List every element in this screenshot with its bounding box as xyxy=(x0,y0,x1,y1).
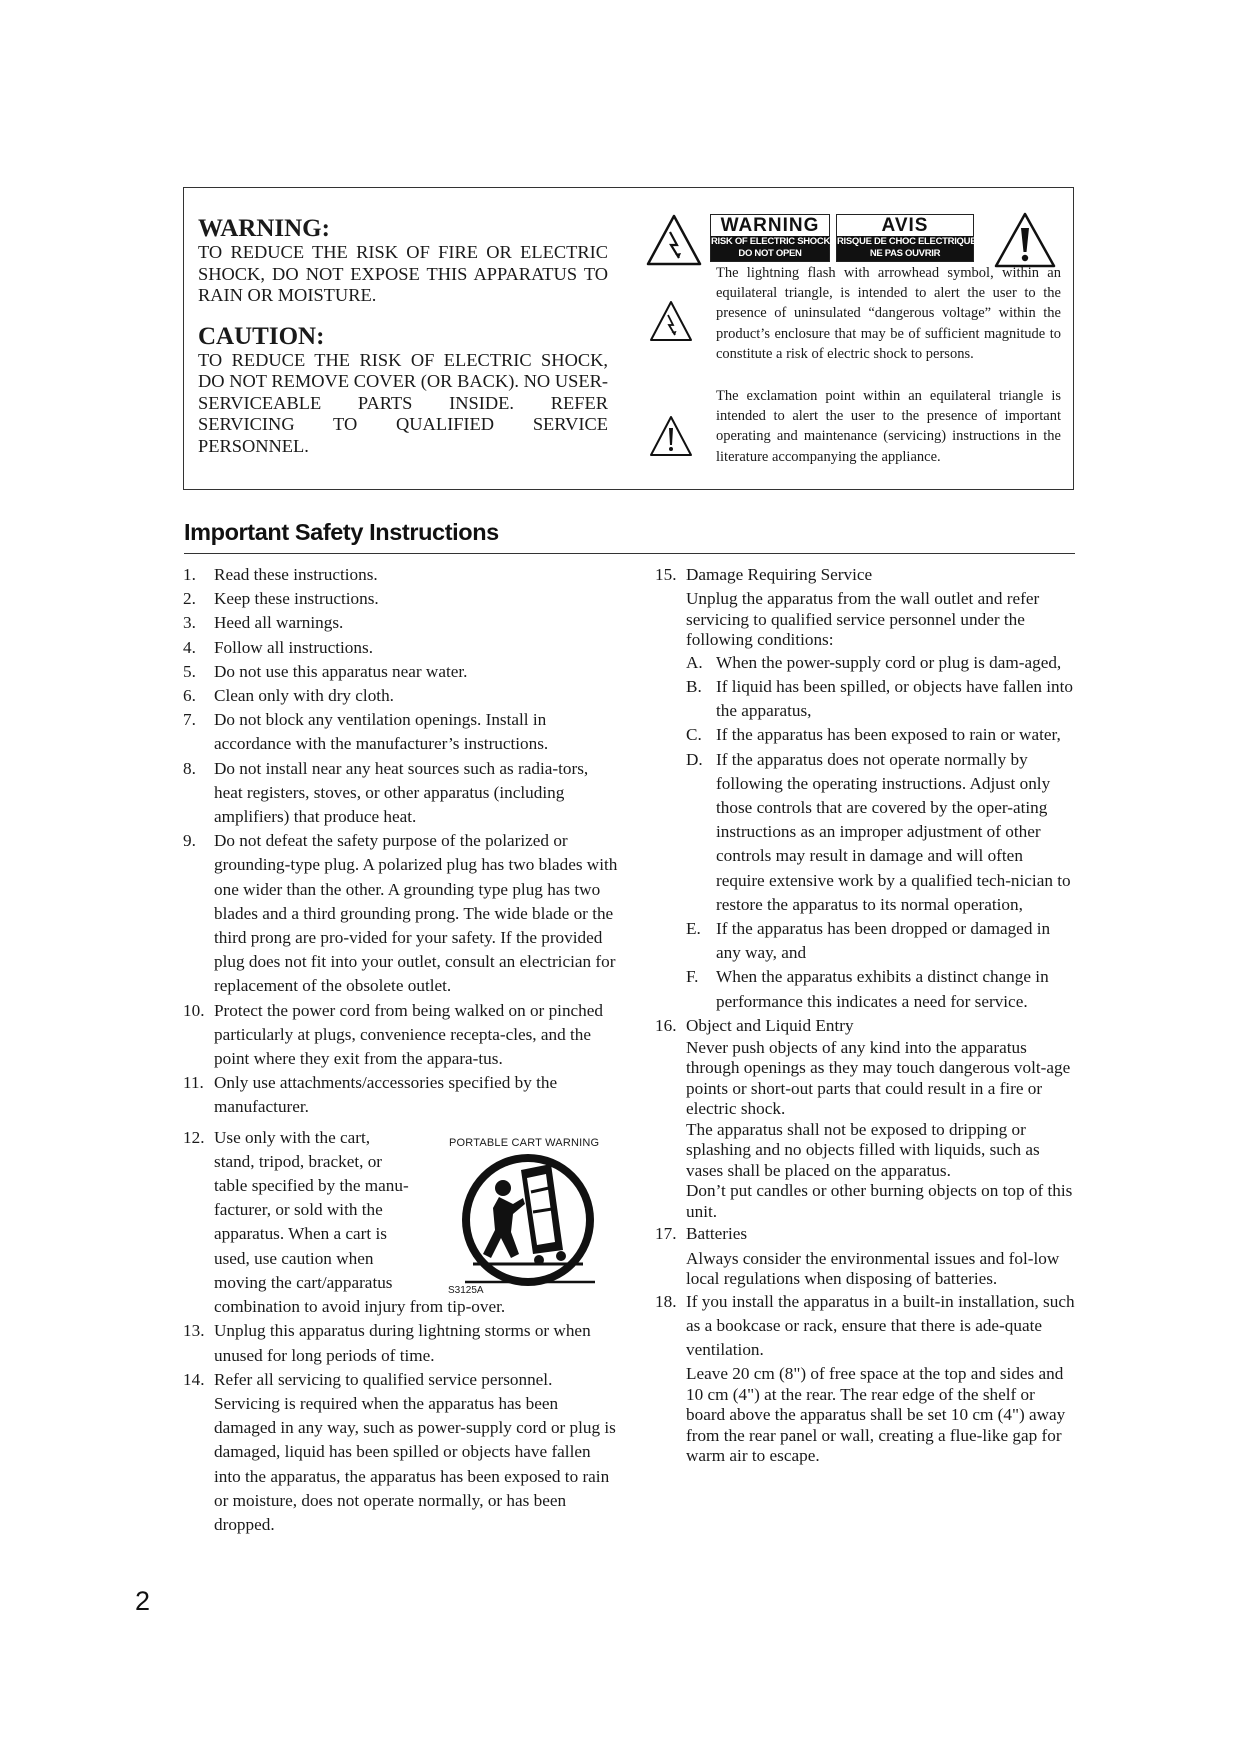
item-number: 15. xyxy=(655,565,677,584)
symbol-explanations xyxy=(646,210,1066,480)
caution-text: TO REDUCE THE RISK OF ELECTRIC SHOCK, DO NOT REMOVE COVER (OR BACK). NO USER-SERVICEABLE PARTS INSIDE. REFER SERVICING TO QUALIFIED SERVICE PERSONNEL. xyxy=(198,349,608,456)
list-item xyxy=(183,757,618,830)
warning-heading: WARNING: xyxy=(198,215,330,242)
item-text: Protect the power cord from being walked on or pinched particularly at plugs, convenience recepta-cles, and the point where they exit from the appara-tus. xyxy=(214,1000,603,1069)
item-text: Do not defeat the safety purpose of the polarized or grounding-type plug. A polarized plug has two blades with one wider than the other. A grounding type plug has two blades and a third grounding prong. The wide blade or the third prong are pro-vided for your safety. If the provided plug does not fit into your outlet, consult an electrician for replacement of the obsolete outlet. xyxy=(214,831,618,996)
item-number: 16. xyxy=(655,1015,677,1035)
cart-text-line: stand, tripod, bracket, or xyxy=(214,1151,383,1171)
item-number: 12. xyxy=(183,1127,205,1147)
left-column xyxy=(183,563,618,1537)
page-title: Important Safety Instructions xyxy=(184,519,499,545)
sub-item-text: When the power-supply cord or plug is dam-aged, xyxy=(716,652,1062,672)
list-item xyxy=(183,611,618,635)
item-paragraph: Unplug the apparatus from the wall outlet and refer servicing to qualified service personnel under the following conditions: xyxy=(686,589,1040,650)
tip-over-cart-icon xyxy=(453,1142,603,1292)
avis-label-title: AVIS xyxy=(881,215,929,236)
item-text: Do not install near any heat sources such as radia-tors, heat registers, stoves, or other apparatus (including amplifiers) that produce heat. xyxy=(214,758,589,827)
page-number: 2 xyxy=(135,1586,151,1616)
list-item xyxy=(655,1290,1075,1467)
item-paragraph: Always consider the environmental issues and fol-low local regulations when disposing of batteries. xyxy=(686,1248,1060,1289)
cart-text-line: Use only with the cart, xyxy=(214,1127,371,1147)
list-item xyxy=(183,684,618,708)
item-text: Keep these instructions. xyxy=(214,589,379,609)
item-number: 7. xyxy=(183,710,196,730)
title-divider xyxy=(184,553,1075,554)
warning-box xyxy=(183,187,1074,490)
lightning-triangle-icon xyxy=(646,214,702,266)
warning-labels xyxy=(646,210,1066,266)
item-number: 4. xyxy=(183,637,196,657)
avis-label-line1: RISQUE DE CHOC ELECTRIQUE xyxy=(837,236,977,247)
item-number: 13. xyxy=(183,1321,205,1341)
item-paragraph: The apparatus shall not be exposed to dripping or splashing and no objects filled with liquids, such as vases shall be placed on the apparatus. xyxy=(686,1119,1040,1180)
item-number: 8. xyxy=(183,758,196,778)
warning-label xyxy=(710,214,830,262)
item-text: Do not use this apparatus near water. xyxy=(214,661,468,681)
item-number: 5. xyxy=(183,661,196,681)
lightning-explanation: The lightning flash with arrowhead symbol, within an equilateral triangle, is intended to alert the user to the presence of uninsulated “dangerous voltage” within the product’s enclosure that may be of sufficient magnitude to constitute a risk of electric shock to persons. xyxy=(716,265,1061,362)
cart-text-line: moving the cart/apparatus xyxy=(214,1272,393,1292)
item-text: Clean only with dry cloth. xyxy=(214,686,394,706)
cart-text-line: table specified by the manu- xyxy=(214,1176,409,1196)
list-item xyxy=(183,563,618,587)
warning-label-line1: RISK OF ELECTRIC SHOCK xyxy=(711,236,831,247)
cart-text-line: facturer, or sold with the xyxy=(214,1200,383,1220)
sub-item-letter: D. xyxy=(686,749,703,769)
warning-label-title: WARNING xyxy=(720,215,820,236)
sub-item xyxy=(686,965,1075,1013)
list-item xyxy=(183,660,618,684)
list-item xyxy=(183,999,618,1072)
item-title: Damage Requiring Service xyxy=(686,565,873,584)
item-title: Object and Liquid Entry xyxy=(686,1015,854,1035)
sub-item-letter: B. xyxy=(686,676,702,696)
item-text: Follow all instructions. xyxy=(214,637,373,657)
item-text: Only use attachments/accessories specified by the manufacturer. xyxy=(214,1073,558,1117)
cart-last-line: combination to avoid injury from tip-over. xyxy=(214,1297,506,1317)
right-column xyxy=(655,563,1075,1467)
item-title: Batteries xyxy=(686,1224,748,1244)
item-text: Do not block any ventilation openings. Install in accordance with the manufacturer’s instructions. xyxy=(214,710,549,754)
sub-item xyxy=(686,748,1075,917)
sub-item-text: If the apparatus has been exposed to rain or water, xyxy=(716,725,1061,745)
item-title: If you install the apparatus in a built-in installation, such as a bookcase or rack, ensure that there is ade-quate ventilation. xyxy=(686,1291,1075,1360)
sub-item xyxy=(686,917,1075,965)
item-paragraph: Leave 20 cm (8") of free space at the top and sides and 10 cm (4") at the rear. The rear edge of the shelf or board above the apparatus shall be set 10 cm (4") away from the rear panel or wall, creating a flue-like gap for warm air to escape. xyxy=(686,1364,1066,1466)
item-number: 3. xyxy=(183,613,196,633)
item-paragraph: Don’t put candles or other burning objects on top of this unit. xyxy=(686,1181,1073,1221)
list-item xyxy=(183,587,618,611)
item-text: Refer all servicing to qualified service personnel. Servicing is required when the apparatus has been damaged in any way, such as power-supply cord or plug is damaged, liquid has been spilled or objects have fallen into the apparatus, the apparatus has been exposed to rain or moisture, does not operate normally, or has been dropped. xyxy=(214,1369,616,1534)
list-item xyxy=(183,1368,618,1537)
item-number: 6. xyxy=(183,686,196,706)
avis-label xyxy=(836,214,977,262)
sub-item-text: If liquid has been spilled, or objects have fallen into the apparatus, xyxy=(716,676,1074,721)
caution-heading: CAUTION: xyxy=(198,322,325,350)
sub-item-letter: E. xyxy=(686,918,701,938)
list-item xyxy=(655,1222,1075,1289)
item-number: 14. xyxy=(183,1369,205,1389)
warning-caution-text xyxy=(198,216,608,457)
sub-item xyxy=(686,675,1075,723)
item-text: Unplug this apparatus during lightning storms or when unused for long periods of time. xyxy=(214,1321,591,1365)
warning-text: TO REDUCE THE RISK OF FIRE OR ELECTRIC SHOCK, DO NOT EXPOSE THIS APPARATUS TO RAIN OR MOISTURE. xyxy=(198,242,608,305)
sub-item xyxy=(686,723,1075,747)
list-item xyxy=(655,563,1075,1014)
item-number: 1. xyxy=(183,565,196,584)
item-text: Read these instructions. xyxy=(214,565,378,584)
item-number: 2. xyxy=(183,589,196,609)
sub-item-letter: F. xyxy=(686,967,699,987)
item-text: Heed all warnings. xyxy=(214,613,344,633)
cart-caption: PORTABLE CART WARNING xyxy=(449,1136,600,1149)
sub-item-letter: C. xyxy=(686,725,702,745)
cart-text-line: apparatus. When a cart is xyxy=(214,1224,387,1244)
lightning-triangle-small-icon xyxy=(649,300,693,342)
exclamation-triangle-small-icon xyxy=(649,415,693,457)
cart-item xyxy=(183,1126,618,1320)
exclamation-triangle-icon xyxy=(994,212,1056,268)
list-item xyxy=(183,829,618,998)
sub-item-letter: A. xyxy=(686,652,703,672)
cart-code: S3125A xyxy=(448,1284,484,1296)
item-number: 9. xyxy=(183,831,196,851)
sub-item-text: When the apparatus exhibits a distinct change in performance this indicates a need for service. xyxy=(716,967,1049,1011)
item-number: 17. xyxy=(655,1224,677,1244)
sub-item-text: If the apparatus does not operate normally by following the operating instructions. Adjust only those controls that are covered by the oper-ating instructions as an improper adjustment of other controls may result in damage and will often require extensive work by a qualified tech-nician to restore the apparatus to its normal operation, xyxy=(716,749,1071,914)
exclamation-explanation: The exclamation point within an equilateral triangle is intended to alert the user to the presence of important operating and maintenance (servicing) instructions in the literature accompanying the appliance. xyxy=(716,388,1061,465)
warning-label-line2: DO NOT OPEN xyxy=(738,248,802,259)
item-number: 18. xyxy=(655,1291,677,1311)
list-item xyxy=(183,708,618,756)
item-number: 10. xyxy=(183,1000,205,1020)
list-item xyxy=(183,636,618,660)
sub-item-text: If the apparatus has been dropped or damaged in any way, and xyxy=(716,918,1051,963)
item-number: 11. xyxy=(183,1073,204,1093)
sub-item xyxy=(686,651,1075,675)
item-paragraph: Never push objects of any kind into the apparatus through openings as they may touch dangerous volt-age points or short-out parts that could result in a fire or electric shock. xyxy=(686,1037,1071,1119)
list-item xyxy=(183,1319,618,1367)
list-item xyxy=(655,1014,1075,1223)
list-item xyxy=(183,1071,618,1119)
cart-text-line: used, use caution when xyxy=(214,1248,374,1268)
avis-label-line2: NE PAS OUVRIR xyxy=(869,248,941,259)
